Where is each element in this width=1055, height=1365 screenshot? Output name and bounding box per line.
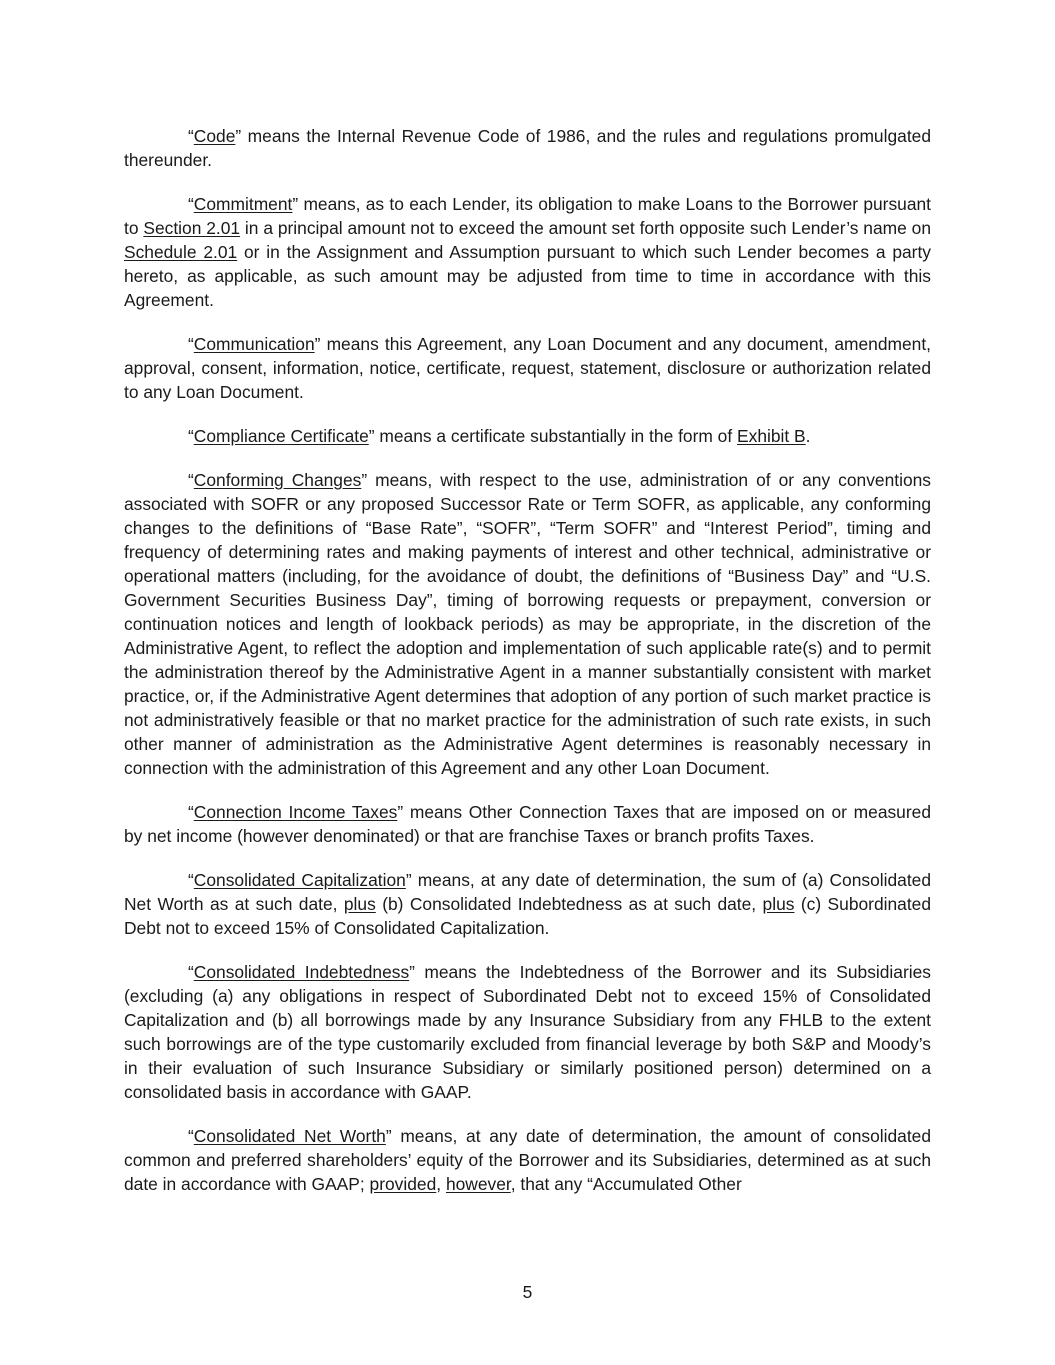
- definition-paragraph: “Communication” means this Agreement, any Loan Document and any document, amendment, approval, consent, information, notice, certificate, request, statement, disclosure or authorization related to any Loan Document.: [124, 334, 931, 402]
- definition-paragraph: “Connection Income Taxes” means Other Connection Taxes that are imposed on or measured by net income (however denominated) or that are franchise Taxes or branch profits Taxes.: [124, 802, 931, 846]
- page-number: 5: [522, 1282, 533, 1302]
- cross-reference: plus: [343, 894, 376, 914]
- definition-text: .: [805, 426, 811, 446]
- definition-text: ,: [436, 1174, 446, 1194]
- defined-term: Conforming Changes: [193, 470, 362, 490]
- cross-reference: provided: [369, 1174, 437, 1194]
- cross-reference: Section 2.01: [143, 218, 241, 238]
- definition-text: means, as to each Lender, its obligation to make Loans to the Borrower pursuant to: [124, 194, 931, 238]
- definition-text: means this Agreement, any Loan Document and any document, amendment, approval, consent, information, notice, certificate, request, statement, disclosure or authorization related to any Loan Document.: [124, 334, 931, 402]
- definition-text: , that any “Accumulated Other: [510, 1174, 742, 1194]
- definitions-section: [124, 124, 931, 1216]
- definition-paragraph: “Compliance Certificate” means a certificate substantially in the form of Exhibit B.: [188, 426, 811, 446]
- defined-term: Consolidated Capitalization: [193, 870, 406, 890]
- definition-text: means, with respect to the use, administration of or any conventions associated with SOFR or any proposed Successor Rate or Term SOFR, as applicable, any conforming changes to the definitions of “Base Rate”, “SOFR”, “Term SOFR” and “Interest Period”, timing and frequency of determining rates and making payments of interest and other technical, administrative or operational matters (including, for the avoidance of doubt, the definitions of “Business Day” and “U.S. Government Securities Business Day”, timing of borrowing requests or prepayment, conversion or continuation notices and length of lookback periods) as may be appropriate, in the discretion of the Administrative Agent, to reflect the adoption and implementation of such applicable rate(s) and to permit the administration thereof by the Administrative Agent in a manner substantially consistent with market practice, or, if the Administrative Agent determines that adoption of any portion of such market practice is not administratively feasible or that no market practice for the administration of such rate exists, in such other manner of administration as the Administrative Agent determines is reasonably necessary in connection with the administration of this Agreement and any other Loan Document.: [124, 470, 931, 778]
- definition-text: means, at any date of determination, the sum of (a) Consolidated Net Worth as at such date,: [124, 870, 931, 914]
- cross-reference: however: [445, 1174, 511, 1194]
- definition-paragraph: “Consolidated Net Worth” means, at any date of determination, the amount of consolidated common and preferred shareholders’ equity of the Borrower and its Subsidiaries, determined as at such date in accordance with GAAP; provided, however, that any “Accumulated Other: [124, 1126, 931, 1194]
- defined-term: Compliance Certificate: [193, 426, 369, 446]
- definition-paragraph: “Conforming Changes” means, with respect to the use, administration of or any conventions associated with SOFR or any proposed Successor Rate or Term SOFR, as applicable, any conforming changes to the definitions of “Base Rate”, “SOFR”, “Term SOFR” and “Interest Period”, timing and frequency of determining rates and making payments of interest and other technical, administrative or operational matters (including, for the avoidance of doubt, the definitions of “Business Day” and “U.S. Government Securities Business Day”, timing of borrowing requests or prepayment, conversion or continuation notices and length of lookback periods) as may be appropriate, in the discretion of the Administrative Agent, to reflect the adoption and implementation of such applicable rate(s) and to permit the administration thereof by the Administrative Agent in a manner substantially consistent with market practice, or, if the Administrative Agent determines that adoption of any portion of such market practice is not administratively feasible or that no market practice for the administration of such rate exists, in such other manner of administration as the Administrative Agent determines is reasonably necessary in connection with the administration of this Agreement and any other Loan Document.: [124, 470, 931, 778]
- definition-text: or in the Assignment and Assumption pursuant to which such Lender becomes a party hereto, as applicable, as such amount may be adjusted from time to time in accordance with this Agreement.: [124, 242, 931, 310]
- definition-text: means the Indebtedness of the Borrower and its Subsidiaries (excluding (a) any obligations in respect of Subordinated Debt not to exceed 15% of Consolidated Capitalization and (b) all borrowings made by any Insurance Subsidiary from any FHLB to the extent such borrowings are of the type customarily excluded from financial leverage by both S&P and Moody’s in their evaluation of such Insurance Subsidiary or similarly positioned person) determined on a consolidated basis in accordance with GAAP.: [124, 962, 931, 1102]
- defined-term: Code: [193, 126, 236, 146]
- defined-term: Consolidated Net Worth: [193, 1126, 386, 1146]
- defined-term: Commitment: [193, 194, 293, 214]
- definition-paragraph: “Consolidated Capitalization” means, at any date of determination, the sum of (a) Consolidated Net Worth as at such date, plus (b) Consolidated Indebtedness as at such date, plus (c) Subordinated Debt not to exceed 15% of Consolidated Capitalization.: [124, 870, 932, 938]
- defined-term: Connection Income Taxes: [193, 802, 398, 822]
- definition-text: means the Internal Revenue Code of 1986, and the rules and regulations promulgated thereunder.: [124, 126, 931, 170]
- definition-text: (b) Consolidated Indebtedness as at such date,: [375, 894, 763, 914]
- cross-reference: Exhibit B: [737, 426, 806, 446]
- definition-text: means Other Connection Taxes that are imposed on or measured by net income (however denominated) or that are franchise Taxes or branch profits Taxes.: [124, 802, 931, 846]
- definition-text: (c) Subordinated Debt not to exceed 15% of Consolidated Capitalization.: [124, 894, 932, 938]
- definition-text: in a principal amount not to exceed the amount set forth opposite such Lender’s name on: [240, 218, 932, 238]
- cross-reference: plus: [762, 894, 795, 914]
- definition-paragraph: “Code” means the Internal Revenue Code of 1986, and the rules and regulations promulgated thereunder.: [124, 126, 931, 170]
- definition-paragraph: “Commitment” means, as to each Lender, its obligation to make Loans to the Borrower pursuant to Section 2.01 in a principal amount not to exceed the amount set forth opposite such Lender’s name on Schedule 2.01 or in the Assignment and Assumption pursuant to which such Lender becomes a party hereto, as applicable, as such amount may be adjusted from time to time in accordance with this Agreement.: [124, 194, 932, 310]
- cross-reference: Schedule 2.01: [124, 242, 238, 262]
- defined-term: Consolidated Indebtedness: [193, 962, 410, 982]
- definition-text: means a certificate substantially in the form of: [374, 426, 738, 446]
- definition-paragraph: “Consolidated Indebtedness” means the Indebtedness of the Borrower and its Subsidiaries (excluding (a) any obligations in respect of Subordinated Debt not to exceed 15% of Consolidated Capitalization and (b) all borrowings made by any Insurance Subsidiary from any FHLB to the extent such borrowings are of the type customarily excluded from financial leverage by both S&P and Moody’s in their evaluation of such Insurance Subsidiary or similarly positioned person) determined on a consolidated basis in accordance with GAAP.: [124, 962, 931, 1102]
- definition-text: means, at any date of determination, the amount of consolidated common and preferred shareholders’ equity of the Borrower and its Subsidiaries, determined as at such date in accordance with GAAP;: [124, 1126, 931, 1194]
- defined-term: Communication: [193, 334, 315, 354]
